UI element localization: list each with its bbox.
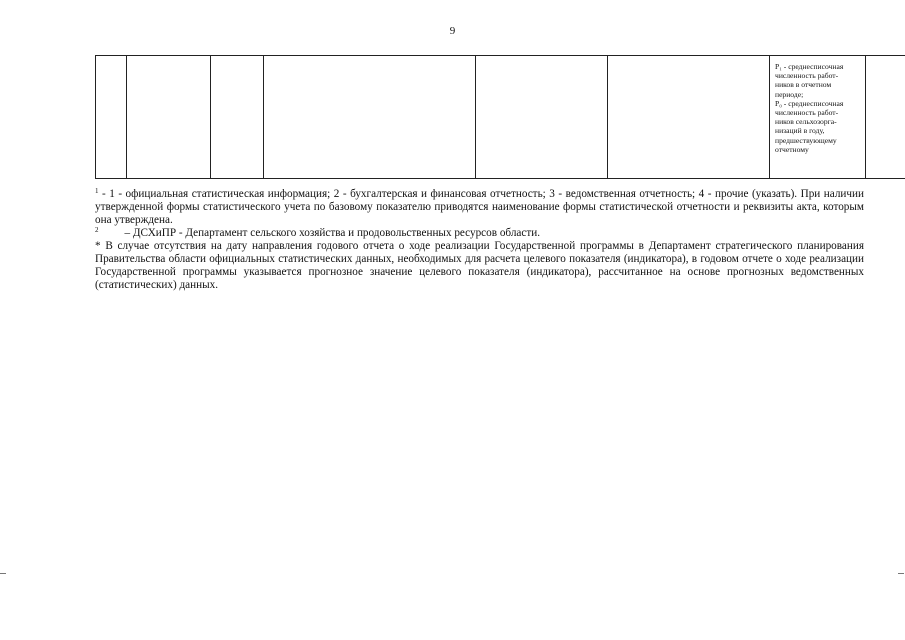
table-cell <box>96 56 127 179</box>
footnote-1 <box>95 188 864 227</box>
table-cell <box>211 56 264 179</box>
footnote-1-mark: 1 <box>95 187 99 195</box>
indicator-table <box>95 55 905 179</box>
footnotes <box>95 188 864 292</box>
footnote-2-text: – ДСХиПР - Департамент сельского хозяйства и продовольственных ресурсов области. <box>124 227 541 239</box>
footnote-2 <box>95 227 864 240</box>
table-cell-formula-note <box>770 56 866 179</box>
footnote-asterisk: * В случае отсутствия на дату направления годового отчета о ходе реализации Государственной программы в Департамент стратегического планирования Правительства области официальных статистических данных, необходимых для расчета целевого показателя (индикатора), в годовом отчете о ходе реализации Государственной программы указывается прогнозное значение целевого показателя (индикатора), рассчитанное на основе прогнозных ведомственных (статистических) данных. <box>95 240 864 291</box>
scan-edge-mark <box>0 573 6 574</box>
formula-note-text: P₁ - среднесписочная численность работ- ников в отчетном периоде; P₀ - среднесписочная численность работ- ников сельхозорга- низаций в году, предшествующему отчетному <box>775 62 844 154</box>
table-cell <box>127 56 211 179</box>
table-cell <box>476 56 608 179</box>
footnote-1-text: - 1 - официальная статистическая информация; 2 - бухгалтерская и финансовая отчетность; 3 - ведомственная отчетность; 4 - прочие (указать). При наличии утвержденной формы статистического учета по базовому показателю приводятся наименование формы статистической отчетности и реквизиты акта, которым она утверждена. <box>95 188 864 226</box>
scan-edge-mark <box>898 573 904 574</box>
table-cell <box>608 56 770 179</box>
table-cell <box>866 56 905 179</box>
page-number: 9 <box>449 25 456 37</box>
table-row <box>96 56 905 179</box>
footnote-2-mark: 2 <box>95 226 99 234</box>
table-cell <box>264 56 476 179</box>
